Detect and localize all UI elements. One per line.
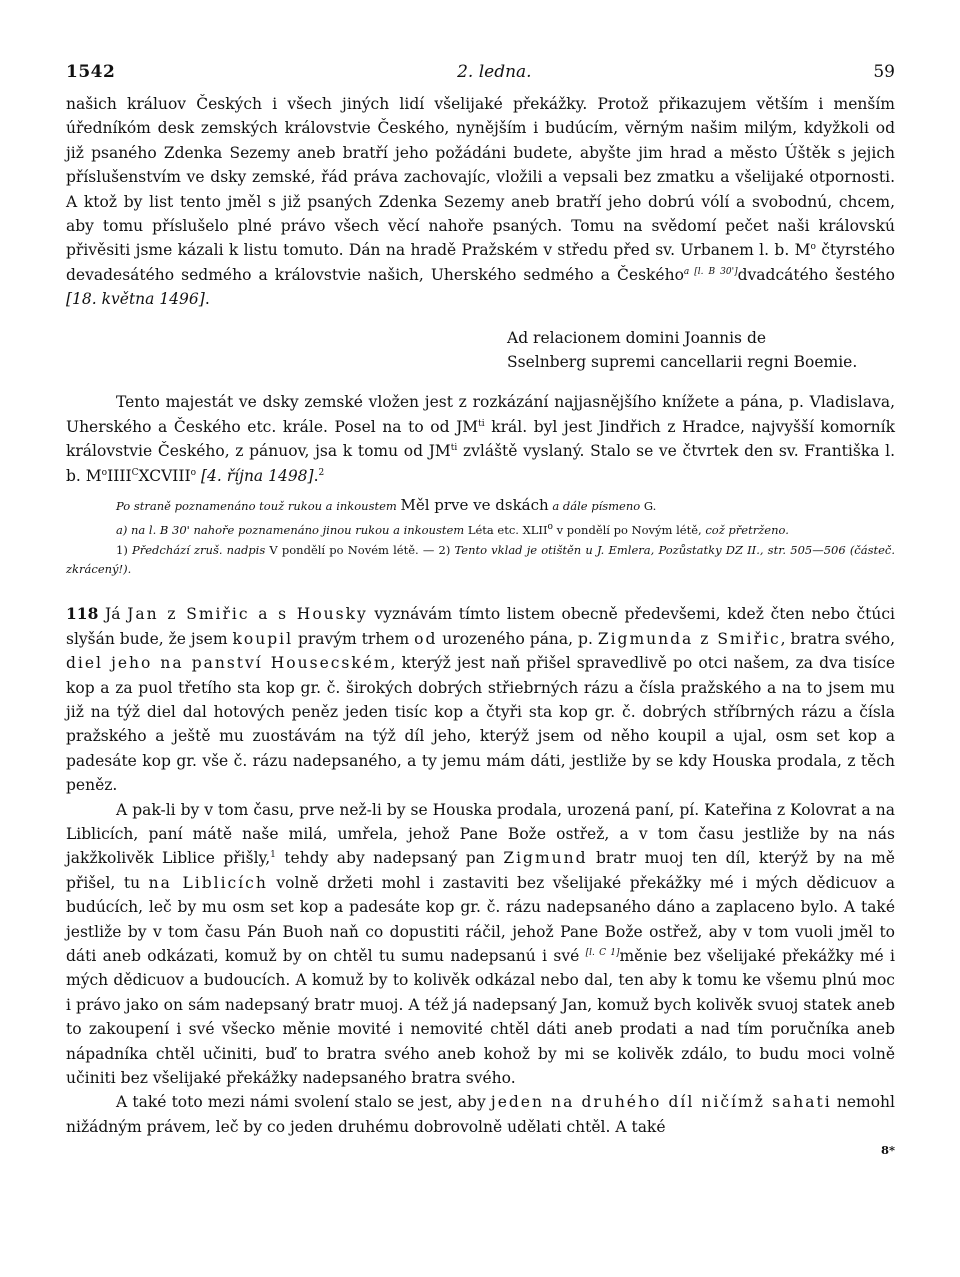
charter-text-117 [66,92,895,488]
date-note: [18. května 1496] [66,290,205,309]
paragraph-registration: Tento majestát ve dsky zemské vložen jest z rozkázání najjasnějšího knížete a pána, p. Vladislava, Uherského a Českého etc. krále. Posel na to od $JM^{ti}$ král. byl jest Jindřich z Hradce, najvyšší komorník královstvie Českého, z pánuov, jsa k tomu od $JM^{ti}$ zvláště vyslaný. Stalo se ve čtvrtek den sv. Františka l. b. $M^oIIII^CXCVIII^o$ [4. října 1498].$^2$ [66,393,896,485]
footnote-1-2: 1) Předchází zruš. nadpis V pondělí po Novém létě. — 2) Tento vklad je otištěn u J. Emlera, Pozůstatky DZ II., str. 505—506 (částeč. zkrácený!). [66,542,896,577]
header-date: 2. ledna. [457,62,532,82]
footnotes-117 [66,496,895,580]
signature-mark: 8* [880,1143,895,1158]
footnote-a: a) na l. B 30' nahoře poznamenáno jinou rukou a inkoustem Léta etc. XLII$^o$ v pondělí po Novým létě, což přetrženo. [116,522,789,537]
paragraph-118-2: A pak-li by v tom času, prve než-li by se Houska prodala, urozená paní, pí. Kateřina z Kolovrat a na Liblicích, paní mátě naše milá, umřela, jehož Pane Bože ostřež, a v tom času jestliže by na nás jakžkolivěk Liblice přišly,$^1$ tehdy aby nadepsaný pan Zigmund bratr muoj ten díl, kterýž by na mě přišel, tu na Liblicích volně držeti mohl i zastaviti bez všelijaké překážky mé i mých dědicuov a budúcích, leč by mu osm set kop a padesáte kop gr. č. rázu nadepsaného dáno a zaplaceno bylo. A také jestliže by v tom času Pán Buoh naň co dopustiti ráčil, jehož Pane Bože ostřež, aby v tom vuoli jměl to dáti aneb odkázati, komuž by on chtěl tu sumu nadepsanú i své [l. C 1]měnie bez všelijaké překážky mé i mých dědicuov a budoucích. A komuž by to kolivěk odkázal nebo dal, ten aby k tomu ke všemu plnú moc i právo jako on sám nadepsaný bratr muoj. A též já nadepsaný Jan, komuž bych kolivěk svuoj statek aneb to zakoupení i své všecko měnie movité i nemovité chtěl dáti aneb prodati a nad tím poručníka aneb nápadníka chtěl učiniti, buď to bratra svého aneb kohož by mi se kolivěk zdálo, to budu moci volně učiniti bez všelijaké překážky nadepsaného bratra svého. [66,800,896,1087]
header-page-number: 59 [873,62,895,82]
charter-text-118 [66,602,895,1139]
margin-note: Po straně poznamenáno touž rukou a inkoustem Měl prve ve dskách a dále písmeno G. [116,496,657,515]
running-header [66,62,895,92]
header-year: 1542 [66,62,116,82]
addressee-note: Ad relacionem domini Joannis de Sselnberg supremi cancellarii regni Boemie. [507,328,858,372]
paragraph-charter-continuation: našich králuov Českých i všech jiných lidí všelijaké překážky. Protož přikazujem větším i menším úředníkóm desk zemských královstvie Českého, nynějším i budúcím, věrným našim milým, kdyžkoli od již psaného Zdenka Sezemy aneb bratří jeho požádáni budete, abyšte jim hrad a město Úštěk s jejich příslušenstvím ve dsky zemské, řád práva zachovajíc, vložili a vepsali bez zmatku a všelijaké otpornosti. A ktož by list tento jměl s již psaných Zdenka Sezemy aneb bratří jeho dobrú vólí a svobodnú, chcem, aby tomu příslušelo plné právo všech věcí nahoře psaných. Tomu na svědomí pečet naši královskú přivěsiti jsme kázali k listu tomuto. Dán na hradě Pražském v středu před sv. Urbanem l. b. $M^o$ čtyrstého devadesátého sedmého a královstvie našich, Uherského sedmého a Českého$^{a [l. B 30']}$dvadcátého šestého [18. května 1496]. [66,95,895,309]
document-number: 118 [66,604,99,624]
document-page [66,62,896,1158]
paragraph-118-3: A také toto mezi námi svolení stalo se jest, aby jeden na druhého díl ničímž sahati nemohl nižádným právem, leč by co jeden druhému dobrovolně udělati chtěl. A také [66,1093,895,1136]
paragraph-118-1: 118 Já Jan z Smiřic a s Housky vyznávám tímto listem obecně předevšemi, kdež čten nebo čtúci slyšán bude, že jsem koupil pravým trhem od urozeného pána, p. Zigmunda z Smiřic, bratra svého, diel jeho na panství Housecském, kterýž jest naň přišel spravedlivě po otci našem, za dva tisíce kop a za puol třetího sta kop gr. č. širokých dobrých střiebrných rázu a čísla pražského a na to jsem mu již na týž diel dal hotových peněz jeden tisíc kop a čtyři sta kop gr. č. dobrých stříbrných rázu a čísla pražského a ještě mu zuostávám na týž díl jeho, kterýž jsem od něho koupil a ujal, osm set kop a padesáte kop gr. vše č. rázu nadepsaného, a ty jemu mám dáti, jestliže by se kdy Houska prodala, z těch peněz. [66,604,896,795]
